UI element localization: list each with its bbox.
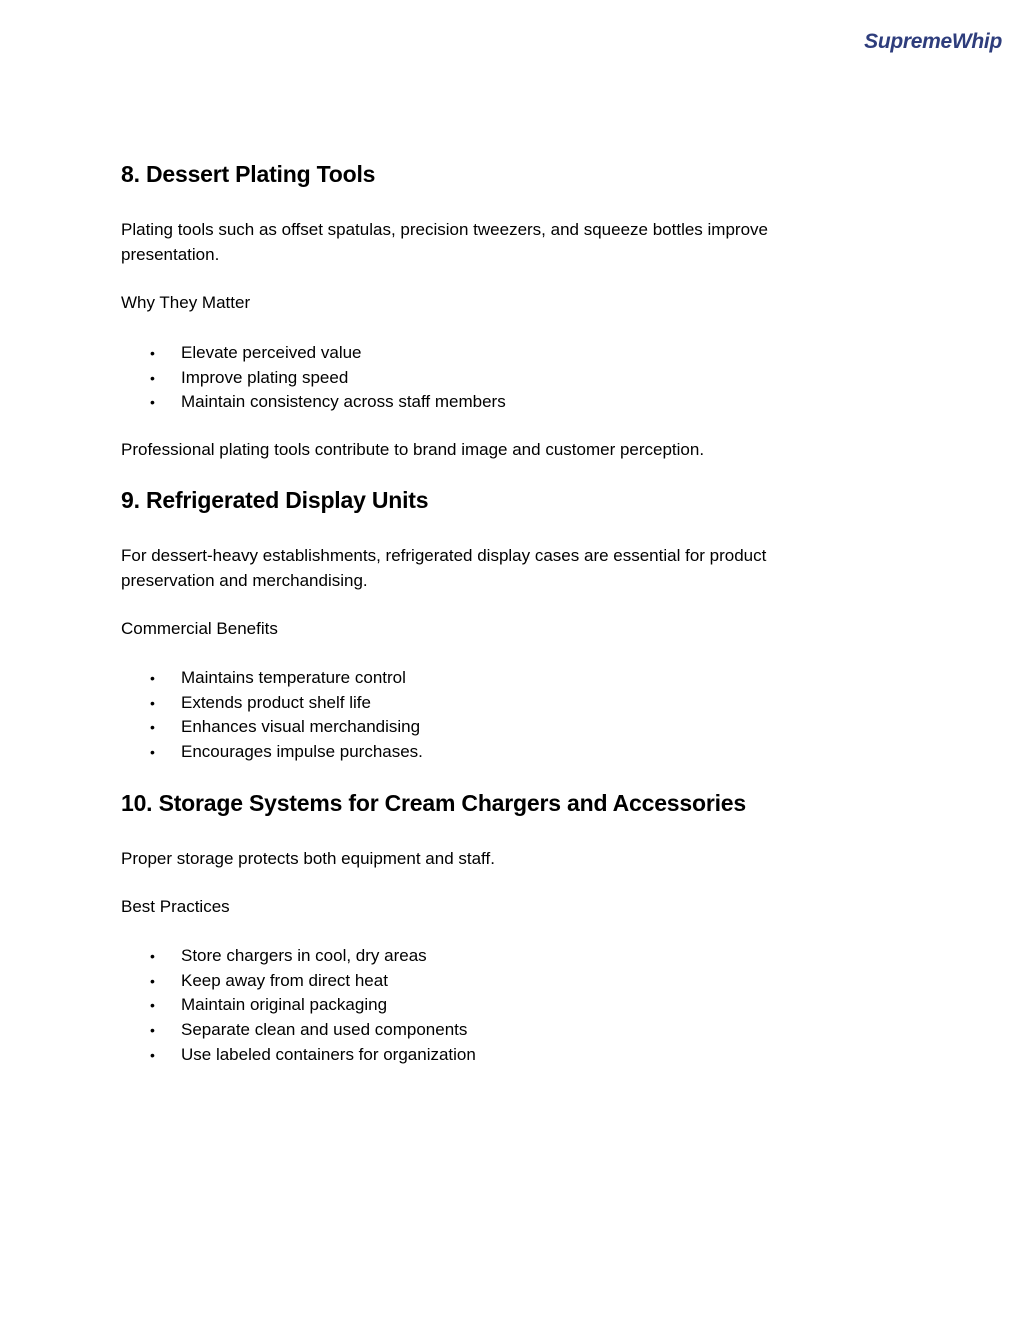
bullet-icon: • <box>150 948 155 964</box>
list-item: • Improve plating speed <box>121 366 506 391</box>
bullet-list-10 <box>121 944 476 1068</box>
list-item: • Maintain original packaging <box>121 993 476 1018</box>
section-intro-9: For dessert-heavy establishments, refrigerated display cases are essential for product preservation and merchandising. <box>121 546 767 590</box>
bullet-icon: • <box>150 744 155 761</box>
section-closing-8: Professional plating tools contribute to brand image and customer perception. <box>121 440 705 459</box>
bullet-list-9 <box>121 666 423 765</box>
list-item: • Use labeled containers for organization <box>121 1043 476 1068</box>
list-item: • Maintains temperature control <box>121 666 423 691</box>
section-subheading-8: Why They Matter <box>121 293 251 312</box>
bullet-list-8 <box>121 341 506 415</box>
supremewhip-logo: SupremeWhip <box>864 30 1002 53</box>
bullet-icon: • <box>150 694 155 711</box>
list-item: • Enhances visual merchandising <box>121 715 423 740</box>
bullet-icon: • <box>150 345 155 361</box>
section-heading-8: 8. Dessert Plating Tools <box>121 161 376 187</box>
section-heading-10: 10. Storage Systems for Cream Chargers and Accessories <box>121 790 746 816</box>
bullet-icon: • <box>150 1046 155 1063</box>
list-item: • Maintain consistency across staff members <box>121 390 506 415</box>
bullet-icon: • <box>150 997 155 1014</box>
bullet-icon: • <box>150 972 155 989</box>
list-item: • Store chargers in cool, dry areas <box>121 944 476 969</box>
section-subheading-9: Commercial Benefits <box>121 619 278 638</box>
bullet-icon: • <box>150 719 155 736</box>
bullet-icon: • <box>150 369 155 386</box>
list-item: • Encourages impulse purchases. <box>121 740 423 765</box>
bullet-icon: • <box>150 670 155 686</box>
section-heading-9: 9. Refrigerated Display Units <box>121 487 429 513</box>
section-intro-10: Proper storage protects both equipment and staff. <box>121 849 495 868</box>
section-intro-8: Plating tools such as offset spatulas, precision tweezers, and squeeze bottles improve presentation. <box>121 220 768 264</box>
list-item: • Elevate perceived value <box>121 341 506 366</box>
section-subheading-10: Best Practices <box>121 897 230 916</box>
bullet-icon: • <box>150 1022 155 1039</box>
list-item: • Keep away from direct heat <box>121 969 476 994</box>
list-item: • Extends product shelf life <box>121 691 423 716</box>
list-item: • Separate clean and used components <box>121 1018 476 1043</box>
bullet-icon: • <box>150 394 155 411</box>
